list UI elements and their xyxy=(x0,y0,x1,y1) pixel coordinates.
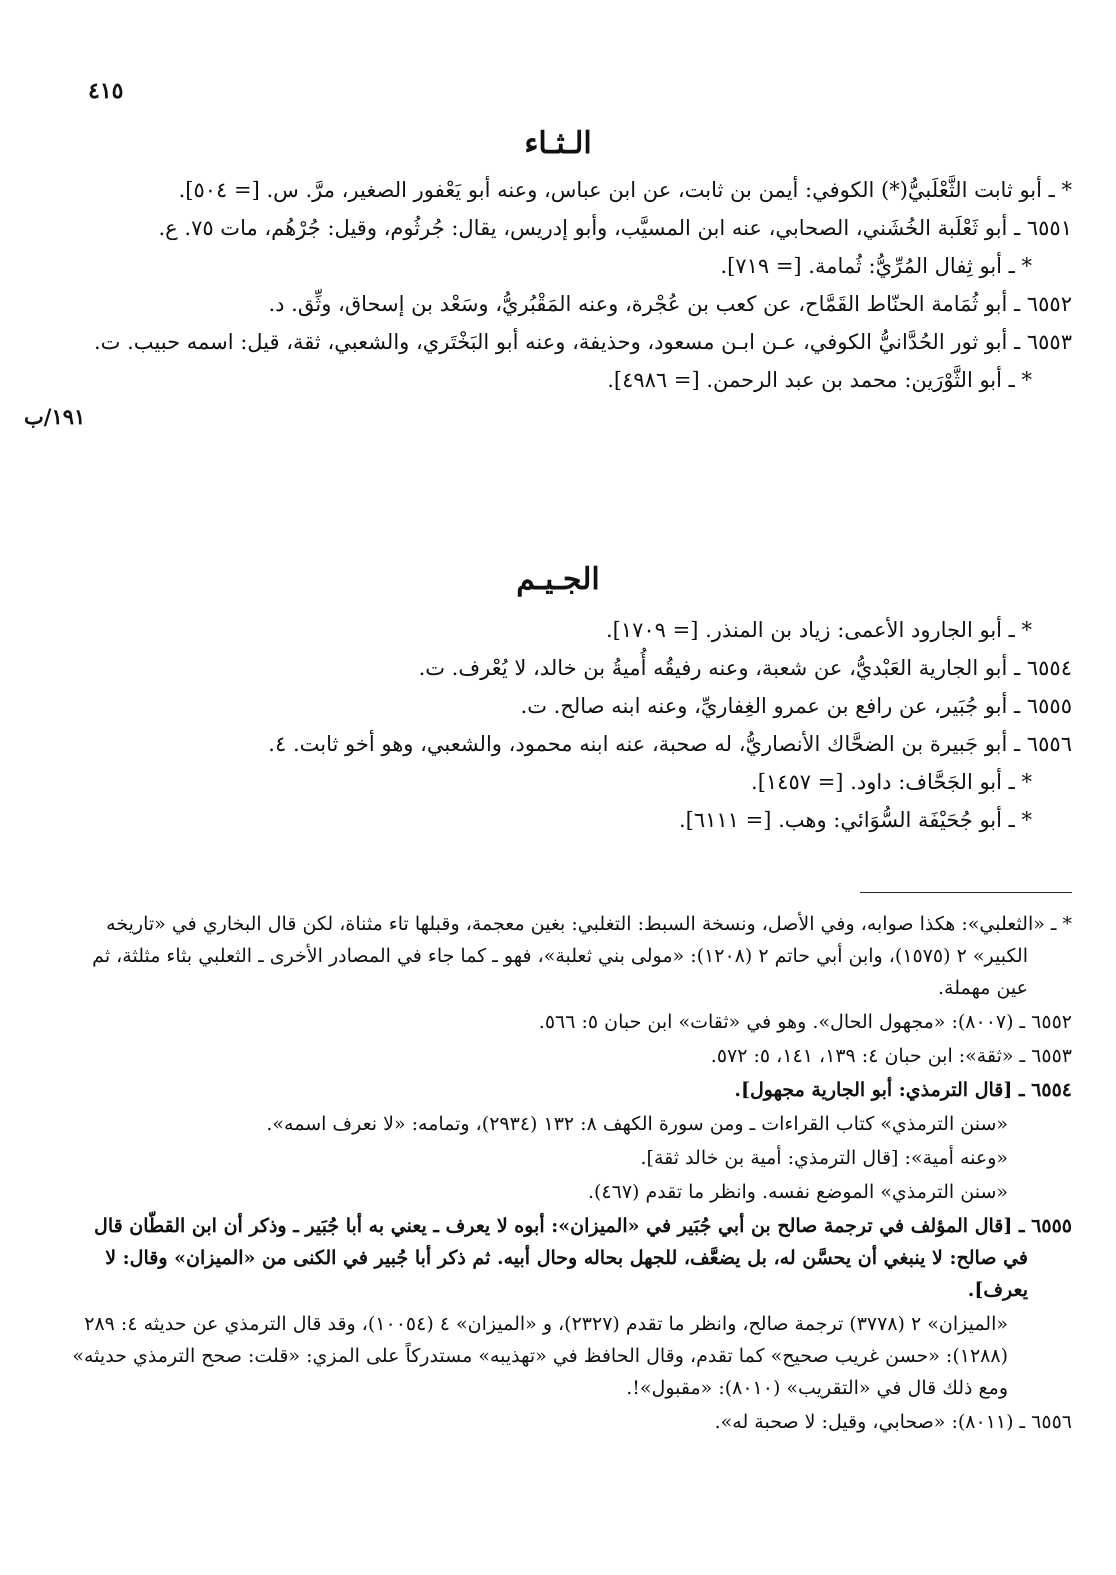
entry-cross-reference: * ـ أبو جُحَيْفَة السُّوَائي: وهب. [= ٦١١١]. xyxy=(678,808,1032,832)
footnote: * ـ «الثعلبي»: هكذا صوابه، وفي الأصل، ونسخة السبط: التغلبي: بغين معجمة، وقبلها تاء مثناة، لكن قال البخاري في «تاريخه الكبير» ٢ (١٥٧٥)، وابن أبي حاتم ٢ (١٢٠٨): «مولى بني ثعلبة»، فهو ـ كما جاء في المصادر الأخرى ـ الثعلبي بثاء مثلثة، ثم عين مهملة. xyxy=(92,913,1072,999)
footnote-continuation: «سنن الترمذي» كتاب القراءات ـ ومن سورة الكهف ٨: ١٣٢ (٢٩٣٤)، وتمامه: «لا نعرف اسمه». xyxy=(266,1113,1008,1135)
entry-cross-reference: * ـ أبو الثَّوْرَين: محمد بن عبد الرحمن. [= ٤٩٨٦]. xyxy=(607,368,1032,392)
entry-cross-reference: * ـ أبو ثِفال المُرِّيُّ: ثُمامة. [= ٧١٩]. xyxy=(720,254,1032,278)
footnote: ٦٥٥٥ ـ [قال المؤلف في ترجمة صالح بن أبي جُبَير في «الميزان»: أبوه لا يعرف ـ يعني به أبا جُبَير ـ وذكر أن ابن القطّان قال في صالح: لا ينبغي أن يحسَّن له، بل يضعَّف، للجهل بحاله وحال أبيه. ثم ذكر أبا جُبير في الكنى من «الميزان» وقال: لا يعرف]. xyxy=(94,1215,1072,1301)
footnote-continuation: «الميزان» ٢ (٣٧٧٨) ترجمة صالح، وانظر ما تقدم (٢٣٢٧)، و «الميزان» ٤ (١٠٠٥٤)، وقد قال الترمذي عن حديثه ٤: ٢٨٩ (١٢٨٨): «حسن غريب صحيح» كما تقدم، وقال الحافظ في «تهذيبه» مستدركاً على المزي: «قلت: صحح الترمذي حديثه» ومع ذلك قال في «التقريب» (٨٠١٠): «مقبول»!. xyxy=(72,1313,1008,1399)
footnote-continuation: «سنن الترمذي» الموضع نفسه. وانظر ما تقدم (٤٦٧). xyxy=(587,1181,1008,1203)
footnote: ٦٥٥٣ ـ «ثقة»: ابن حبان ٤: ١٣٩، ١٤١، ٥: ٥٧٢. xyxy=(710,1045,1072,1067)
entry-cross-reference: * ـ أبو ثابت الثَّعْلَبيُّ(*) الكوفي: أيمن بن ثابت، عن ابن عباس، وعنه أبو يَعْفور الصغير، مرَّ. س. [= ٥٠٤]. xyxy=(178,178,1072,202)
footnotes xyxy=(72,908,1072,1440)
entry-cross-reference: * ـ أبو الجارود الأعمى: زياد بن المنذر. [= ١٧٠٩]. xyxy=(605,618,1032,642)
footnote-continuation: «وعنه أمية»: [قال الترمذي: أمية بن خالد ثقة]. xyxy=(640,1147,1008,1169)
entry-cross-reference: * ـ أبو الجَحَّاف: داود. [= ١٤٥٧]. xyxy=(751,770,1032,794)
footnote: ٦٥٥٤ ـ [قال الترمذي: أبو الجارية مجهول]. xyxy=(734,1079,1072,1101)
footnote: ٦٥٥٢ ـ (٨٠٠٧): «مجهول الحال». وهو في «ثقات» ابن حبان ٥: ٥٦٦. xyxy=(538,1011,1072,1033)
page-number: ٤١٥ xyxy=(88,78,124,104)
entry-biography: ٦٥٥٥ ـ أبو جُبَير، عن رافع بن عمرو الغِفاريِّ، وعنه ابنه صالح. ت. xyxy=(520,694,1072,718)
entry-biography: ٦٥٥٦ ـ أبو جَبيرة بن الضحَّاك الأنصاريُّ، له صحبة، عنه ابنه محمود، والشعبي، وهو أخو ثابت. ٤. xyxy=(268,732,1072,756)
section-heading-jim: الجـيـم xyxy=(516,562,600,597)
entry-biography: ٦٥٥٢ ـ أبو ثُمَامة الحنّاط القَمَّاح، عن كعب بن عُجْرة، وعنه المَقْبُريُّ، وسَعْد بن إسحاق، وثِّق. د. xyxy=(268,292,1072,316)
section-heading-tha: الـثـاء xyxy=(524,126,592,161)
footnote: ٦٥٥٦ ـ (٨٠١١): «صحابي، وقيل: لا صحبة له». xyxy=(714,1411,1072,1433)
entry-biography: ٦٥٥٣ ـ أبو ثور الحُدَّانيُّ الكوفي، عـن ابـن مسعود، وحذيفة، وعنه أبو البَخْتَري، والشعبي، ثقة، قيل: اسمه حبيب. ت. xyxy=(93,330,1072,354)
footnote-divider xyxy=(860,892,1072,893)
margin-folio-note: ١٩١/ب xyxy=(24,404,86,429)
entries-jim xyxy=(32,612,1072,840)
entry-biography: ٦٥٥١ ـ أبو ثَعْلَبة الخُشَني، الصحابي، عنه ابن المسيَّب، وأبو إدريس، يقال: جُرثُوم، وقيل: جُرْهُم، مات ٧٥. ع. xyxy=(158,216,1072,240)
entries-tha xyxy=(32,172,1072,400)
entry-biography: ٦٥٥٤ ـ أبو الجارية العَبْديُّ، عن شعبة، وعنه رفيقُه أُميةُ بن خالد، لا يُعْرف. ت. xyxy=(418,656,1072,680)
